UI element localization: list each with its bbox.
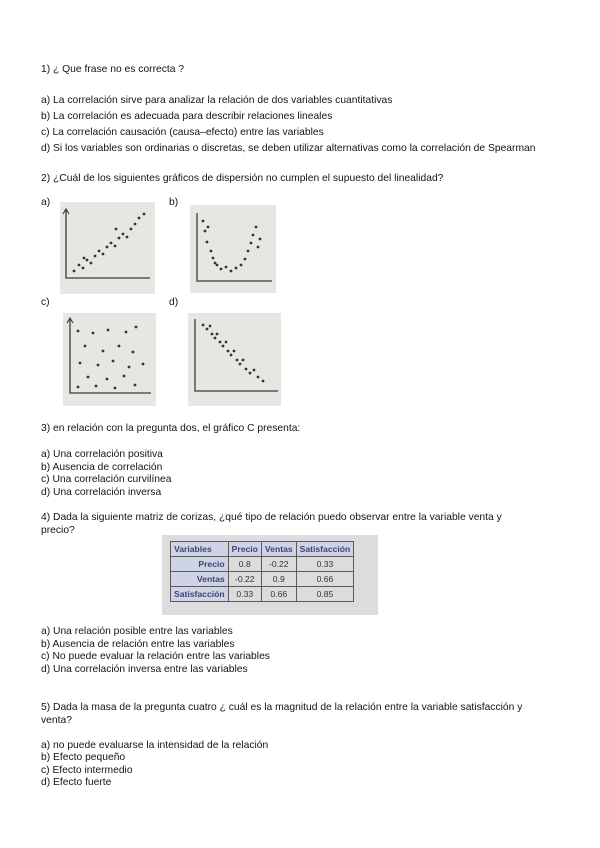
q4-question-cont: precio? (41, 525, 75, 536)
table-row (171, 587, 354, 602)
q1-option-c: c) La correlación causación (causa–efecto) entre las variables (41, 127, 324, 138)
scatter-plot-c (63, 313, 156, 406)
table-cell: 0.85 (296, 587, 354, 602)
q3-option-a: a) Una correlación positiva (41, 449, 163, 460)
correlation-matrix-table (170, 541, 354, 602)
q1-option-b: b) La correlación es adecuada para describir relaciones lineales (41, 111, 333, 122)
q4-question: 4) Dada la siguiente matriz de corizas, ¿qué tipo de relación puedo observar entre la variable venta y (41, 512, 502, 523)
q1-option-a: a) La correlación sirve para analizar la relación de dos variables cuantitativas (41, 95, 393, 106)
q3-option-d: d) Una correlación inversa (41, 487, 162, 498)
q3-option-c: c) Una correlación curvilínea (41, 474, 172, 485)
q5-option-b: b) Efecto pequeño (41, 752, 126, 763)
q5-option-d: d) Efecto fuerte (41, 777, 112, 788)
q5-option-c: c) Efecto intermedio (41, 765, 133, 776)
table-cell: 0.66 (296, 572, 354, 587)
table-header: Precio (228, 542, 261, 557)
q3-question: 3) en relación con la pregunta dos, el gráfico C presenta: (41, 423, 301, 434)
table-cell: 0.66 (261, 587, 296, 602)
q3-option-b: b) Ausencia de correlación (41, 462, 163, 473)
q1-option-d: d) Si los variables son ordinarias o discretas, se deben utilizar alternativas como la correlación de Spearman (41, 143, 536, 154)
table-cell: 0.33 (296, 557, 354, 572)
q2-label-b: b) (169, 197, 179, 208)
correlation-matrix-photo (162, 535, 378, 615)
table-cell: 0.8 (228, 557, 261, 572)
q2-label-c: c) (41, 297, 50, 308)
scatter-plot-b (190, 205, 276, 293)
table-corner: Variables (171, 542, 229, 557)
row-label: Precio (171, 557, 229, 572)
q4-option-b: b) Ausencia de relación entre las variables (41, 639, 235, 650)
q4-option-c: c) No puede evaluar la relación entre las variables (41, 651, 270, 662)
q2-label-d: d) (169, 297, 179, 308)
q5-question-cont: venta? (41, 715, 72, 726)
table-row (171, 572, 354, 587)
q2-label-a: a) (41, 197, 51, 208)
table-row (171, 557, 354, 572)
q1-question: 1) ¿ Que frase no es correcta ? (41, 64, 185, 75)
table-cell: -0.22 (228, 572, 261, 587)
q4-option-a: a) Una relación posible entre las variables (41, 626, 233, 637)
row-label: Satisfacción (171, 587, 229, 602)
scatter-plot-a (60, 202, 155, 294)
q4-option-d: d) Una correlación inversa entre las variables (41, 664, 248, 675)
q2-question: 2) ¿Cuál de los siguientes gráficos de dispersión no cumplen el supuesto del linealidad? (41, 173, 444, 184)
scatter-plot-d (188, 313, 281, 406)
table-cell: 0.33 (228, 587, 261, 602)
table-header: Satisfacción (296, 542, 354, 557)
table-header: Ventas (261, 542, 296, 557)
q5-question: 5) Dada la masa de la pregunta cuatro ¿ cuál es la magnitud de la relación entre la variable satisfacción y (41, 702, 523, 713)
row-label: Ventas (171, 572, 229, 587)
q5-option-a: a) no puede evaluarse la intensidad de la relación (41, 740, 269, 751)
table-cell: -0.22 (261, 557, 296, 572)
table-cell: 0.9 (261, 572, 296, 587)
